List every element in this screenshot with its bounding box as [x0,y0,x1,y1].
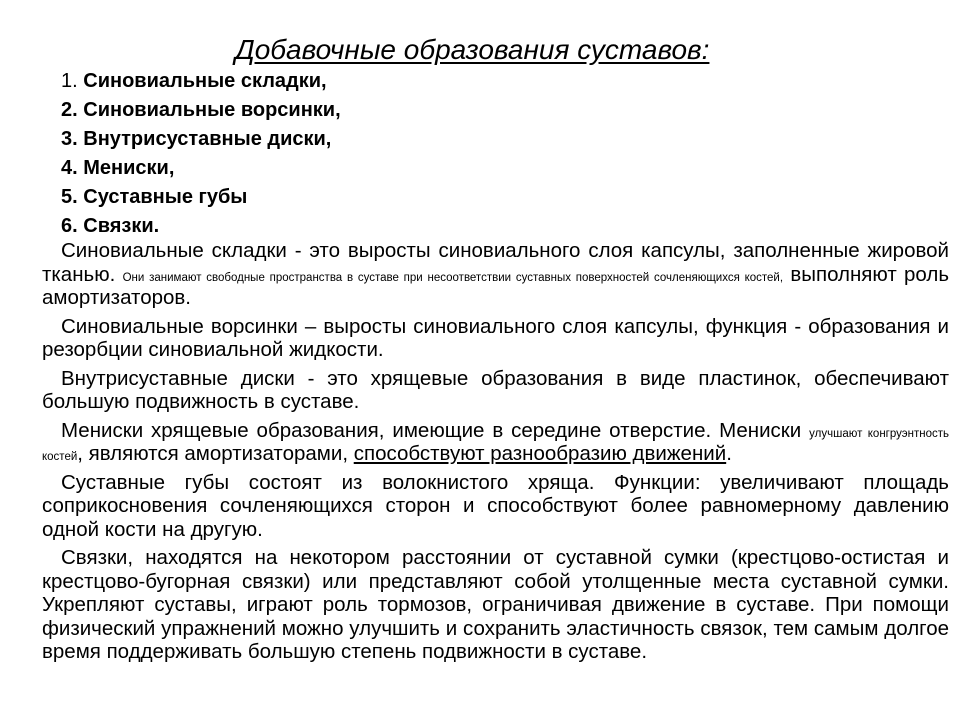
paragraph-underlined-text: способствуют разнообразию движений [353,442,727,465]
paragraph-ligaments: Связки, находятся на некотором расстоянии от суставной сумки (крестцово-остистая и крестцово-бугорная связки) или представляют собой утолщенные места суставной сумки. Укрепляют суставы, играют роль тормозов, ограничивая движение в суставе. При помощи физический упражнений можно улучшить и сохранить эластичность связок, тем самым долгое время поддерживать большую степень подвижности в суставе. [42,546,949,663]
paragraph-articular-lips: Суставные губы состоят из волокнистого хряща. Функции: увеличивают площадь соприкосновения сочленяющихся сторон и способствуют более равномерному давлению одной кости на другую. [42,470,949,541]
list-item-number: 2. [61,99,78,121]
list-item-number: 5. [61,186,78,208]
list-item [61,128,341,157]
list-item [61,70,341,99]
paragraph-small-text: Они занимают свободные пространства в суставе при несоответствии суставных поверхностей сочленяющихся костей, [122,271,784,284]
list-item-number: 6. [61,215,78,237]
list-item-number: 3. [61,128,78,150]
list-item-text: Синовиальные ворсинки, [83,99,341,121]
paragraph-synovial-folds [42,239,949,310]
list-item [61,157,341,186]
list-item-number: 1. [61,70,78,92]
list-item [61,99,341,128]
paragraph-menisci [42,419,949,466]
paragraph-small-text: улучшают конгруэнтность костей [42,427,950,463]
paragraph-text: Мениски хрящевые образования, имеющие в середине отверстие. Мениски [61,418,802,442]
list-item-text: Мениски, [83,157,175,179]
list-item [61,186,341,215]
paragraph-text: выполняют роль амортизаторов. [42,262,949,309]
paragraph-intraarticular-discs: Внутрисуставные диски - это хрящевые образования в виде пластинок, обеспечивают большую подвижность в суставе. [42,366,949,413]
formations-list [61,70,341,244]
slide-title: Добавочные образования суставов: [235,34,710,65]
list-item-text: Синовиальные складки, [83,70,327,92]
list-item-number: 4. [61,157,78,179]
list-item-text: Внутрисуставные диски, [83,128,332,150]
paragraph-text: Синовиальные складки - это выросты синовиального слоя капсулы, заполненные жировой тканью. [42,239,949,286]
paragraph-text: . [726,442,732,465]
list-item-text: Связки. [83,215,160,237]
paragraph-synovial-villi: Синовиальные ворсинки – выросты синовиального слоя капсулы, функция - образования и резорбции синовиальной жидкости. [42,314,949,361]
description-body [42,239,949,669]
paragraph-text: , являются амортизаторами, [77,442,349,465]
list-item-text: Суставные губы [83,186,248,208]
